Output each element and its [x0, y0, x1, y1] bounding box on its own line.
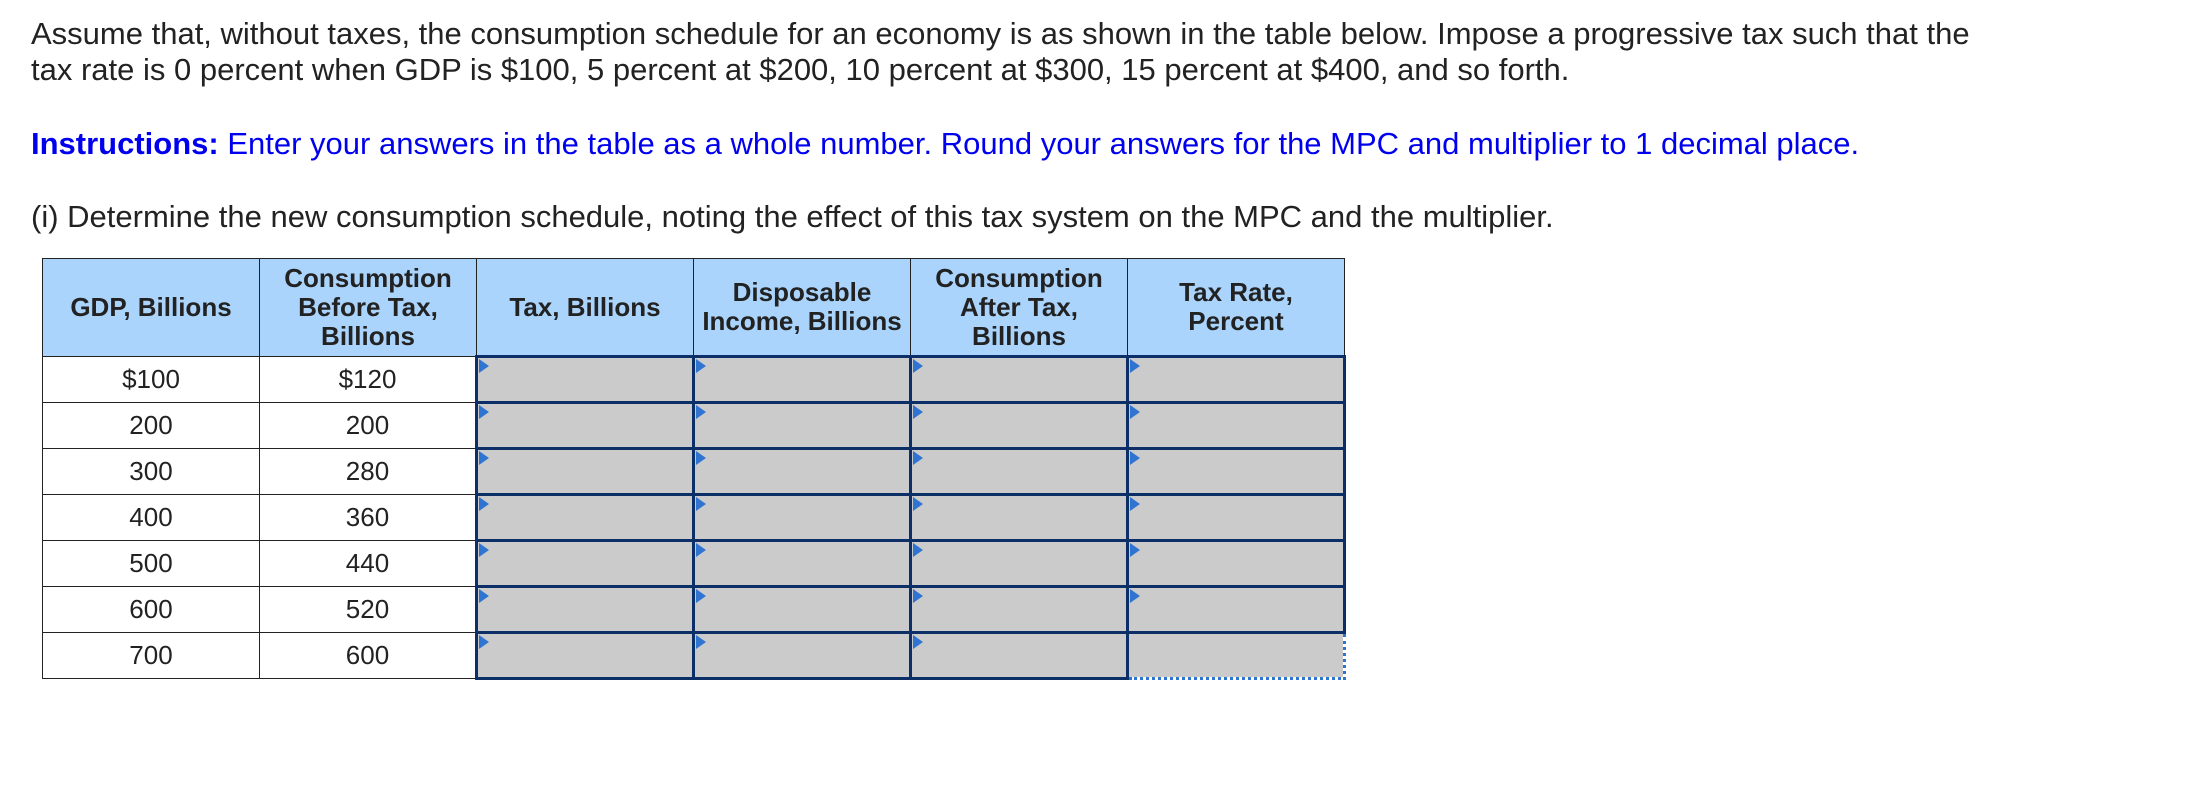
- tax-input[interactable]: [477, 587, 694, 633]
- table-row: [43, 449, 1345, 495]
- consumption-before-tax-cell: $120: [260, 357, 477, 403]
- gdp-cell: $100: [43, 357, 260, 403]
- gdp-cell: 500: [43, 541, 260, 587]
- consumption-before-tax-cell: 280: [260, 449, 477, 495]
- disposable-income-input[interactable]: [694, 633, 911, 679]
- tax-input[interactable]: [477, 357, 694, 403]
- table-row: [43, 403, 1345, 449]
- consumption-before-tax-cell: 200: [260, 403, 477, 449]
- part-i-prompt: (i) Determine the new consumption schedule, noting the effect of this tax system on the MPC and the multiplier.: [31, 199, 1554, 234]
- tax-rate-input[interactable]: [1128, 541, 1345, 587]
- disposable-income-input[interactable]: [694, 403, 911, 449]
- gdp-cell: 400: [43, 495, 260, 541]
- header-tax-rate: Tax Rate, Percent: [1128, 259, 1345, 357]
- disposable-income-input[interactable]: [694, 495, 911, 541]
- table-row: [43, 541, 1345, 587]
- tax-input[interactable]: [477, 403, 694, 449]
- consumption-before-tax-cell: 360: [260, 495, 477, 541]
- gdp-cell: 600: [43, 587, 260, 633]
- tax-rate-input[interactable]: [1128, 587, 1345, 633]
- consumption-after-tax-input[interactable]: [911, 587, 1128, 633]
- tax-rate-input[interactable]: [1128, 495, 1345, 541]
- table-row: [43, 357, 1345, 403]
- table-header-row: [43, 259, 1345, 357]
- consumption-after-tax-input[interactable]: [911, 541, 1128, 587]
- header-gdp: GDP, Billions: [43, 259, 260, 357]
- tax-rate-input[interactable]: [1128, 449, 1345, 495]
- instructions: [31, 126, 2181, 162]
- tax-input[interactable]: [477, 633, 694, 679]
- table-row: [43, 587, 1345, 633]
- consumption-after-tax-input[interactable]: [911, 449, 1128, 495]
- disposable-income-input[interactable]: [694, 541, 911, 587]
- disposable-income-input[interactable]: [694, 587, 911, 633]
- tax-input[interactable]: [477, 449, 694, 495]
- tax-rate-input[interactable]: [1128, 633, 1345, 679]
- header-consumption-before-tax: Consumption Before Tax, Billions: [260, 259, 477, 357]
- consumption-after-tax-input[interactable]: [911, 357, 1128, 403]
- gdp-cell: 300: [43, 449, 260, 495]
- consumption-after-tax-input[interactable]: [911, 633, 1128, 679]
- consumption-before-tax-cell: 600: [260, 633, 477, 679]
- tax-input[interactable]: [477, 541, 694, 587]
- consumption-schedule-table: [42, 258, 1346, 680]
- header-disposable-income: Disposable Income, Billions: [694, 259, 911, 357]
- consumption-after-tax-input[interactable]: [911, 495, 1128, 541]
- disposable-income-input[interactable]: [694, 357, 911, 403]
- question-text: Assume that, without taxes, the consumption schedule for an economy is as shown in the table below. Impose a progressive tax such that the tax rate is 0 percent when GDP is $100, 5 percent at $200, 10 percent at $300, 15 percent at $400, and so forth.: [31, 16, 1970, 87]
- consumption-after-tax-input[interactable]: [911, 403, 1128, 449]
- tax-input[interactable]: [477, 495, 694, 541]
- table-row: [43, 495, 1345, 541]
- gdp-cell: 700: [43, 633, 260, 679]
- instructions-label: Instructions:: [31, 126, 219, 161]
- disposable-income-input[interactable]: [694, 449, 911, 495]
- tax-rate-input[interactable]: [1128, 403, 1345, 449]
- question-content: [31, 16, 2181, 235]
- consumption-before-tax-cell: 440: [260, 541, 477, 587]
- tax-rate-input[interactable]: [1128, 357, 1345, 403]
- table-row: [43, 633, 1345, 679]
- instructions-text: Enter your answers in the table as a whole number. Round your answers for the MPC and multiplier to 1 decimal place.: [218, 126, 1860, 161]
- consumption-before-tax-cell: 520: [260, 587, 477, 633]
- gdp-cell: 200: [43, 403, 260, 449]
- header-consumption-after-tax: Consumption After Tax, Billions: [911, 259, 1128, 357]
- header-tax: Tax, Billions: [477, 259, 694, 357]
